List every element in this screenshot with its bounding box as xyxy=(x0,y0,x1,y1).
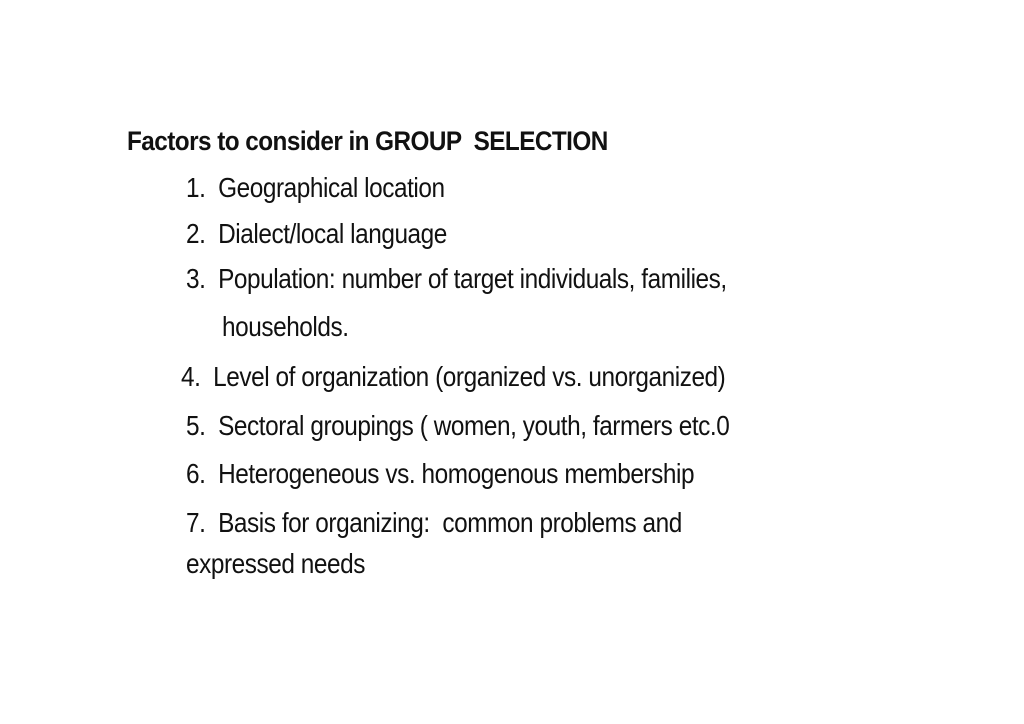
item-number: 2. xyxy=(186,218,206,249)
list-item-3-continuation: households. xyxy=(222,311,349,342)
item-number: 6. xyxy=(186,458,206,489)
item-text: Level of organization (organized vs. unorganized) xyxy=(213,361,726,392)
list-item-4 xyxy=(181,361,725,393)
item-number: 5. xyxy=(186,410,206,441)
item-number: 1. xyxy=(186,172,206,203)
item-text: Geographical location xyxy=(218,172,445,203)
list-item-7 xyxy=(186,507,682,539)
list-item-1 xyxy=(186,172,445,204)
item-number: 3. xyxy=(186,263,206,294)
list-item-2 xyxy=(186,218,447,250)
item-number: 4. xyxy=(181,361,201,392)
list-item-6 xyxy=(186,458,694,490)
item-text: Dialect/local language xyxy=(218,218,447,249)
slide-title: Factors to consider in GROUP SELECTION xyxy=(127,126,608,156)
item-number: 7. xyxy=(186,507,206,538)
item-text: Population: number of target individuals, families, xyxy=(218,263,727,294)
list-item-3 xyxy=(186,263,727,295)
item-text: Basis for organizing: common problems and xyxy=(218,507,682,538)
list-item-7-continuation: expressed needs xyxy=(186,548,366,579)
item-text: Heterogeneous vs. homogenous membership xyxy=(218,458,695,489)
list-item-5 xyxy=(186,410,729,442)
item-text: Sectoral groupings ( women, youth, farmers etc.0 xyxy=(218,410,730,441)
